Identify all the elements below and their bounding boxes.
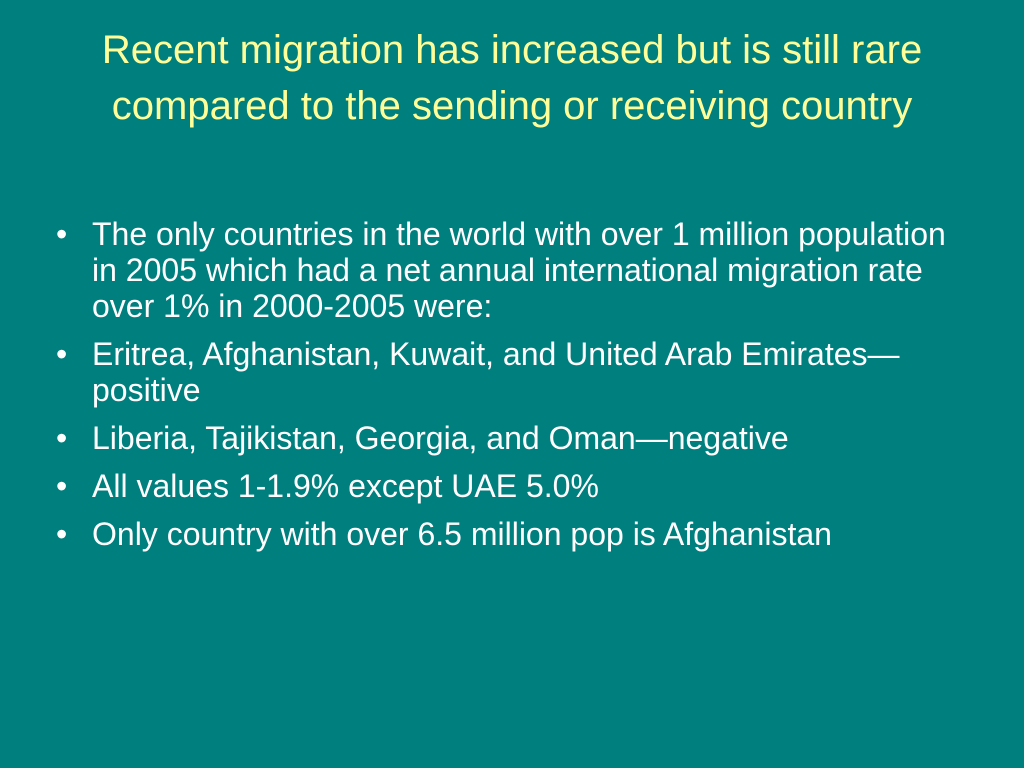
bullet-item — [52, 216, 952, 324]
bullet-icon: • — [56, 420, 68, 456]
bullet-item — [52, 516, 952, 552]
bullet-icon: • — [56, 516, 68, 552]
bullet-text: The only countries in the world with over 1 million population in 2005 which had a net annual international migration rate over 1% in 2000-2005 were: — [92, 216, 946, 324]
bullet-icon: • — [56, 468, 68, 504]
bullet-text: Liberia, Tajikistan, Georgia, and Oman—negative — [92, 420, 789, 456]
bullet-icon: • — [56, 336, 68, 372]
bullet-text: Eritrea, Afghanistan, Kuwait, and United Arab Emirates—positive — [92, 336, 900, 408]
bullet-text: Only country with over 6.5 million pop is Afghanistan — [92, 516, 832, 552]
bullet-text: All values 1-1.9% except UAE 5.0% — [92, 468, 599, 504]
slide-title: Recent migration has increased but is still rare compared to the sending or receiving country — [101, 28, 923, 128]
bullet-list — [52, 216, 952, 564]
bullet-item — [52, 336, 952, 408]
bullet-icon: • — [56, 216, 68, 252]
bullet-item — [52, 420, 952, 456]
bullet-item — [52, 468, 952, 504]
